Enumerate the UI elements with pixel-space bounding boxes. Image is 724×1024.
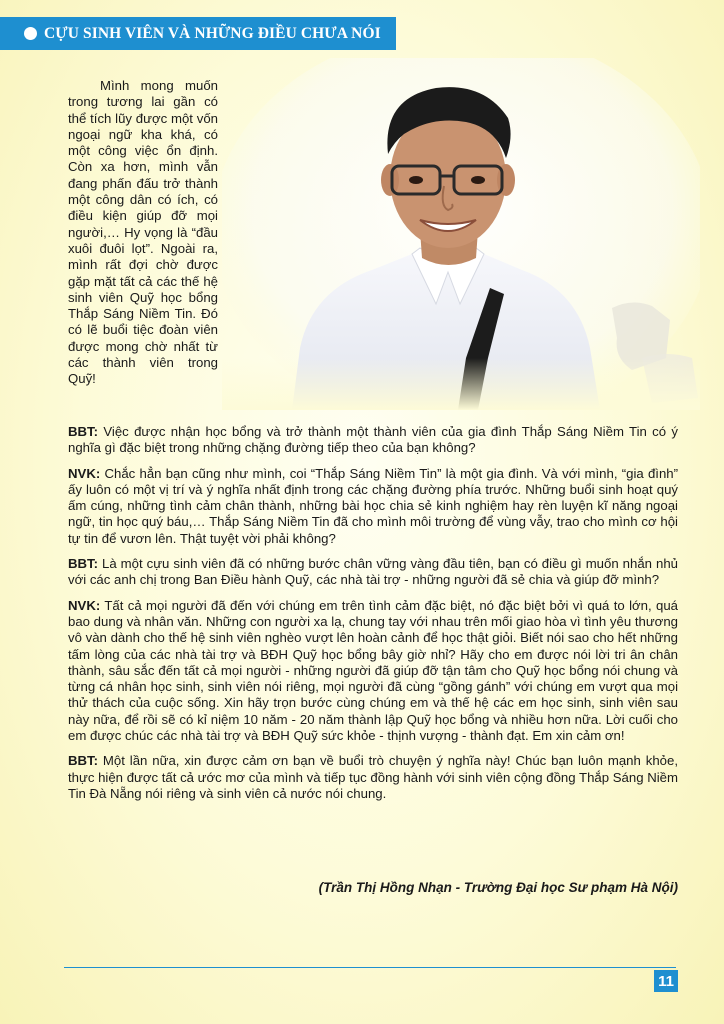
speaker-label: NVK: [68,597,101,613]
portrait-photo [222,58,700,410]
speaker-label: BBT: [68,556,99,572]
paragraph-text: Việc được nhận học bổng và trở thành một thành viên của gia đình Thắp Sáng Niềm Tin có ý nghĩa gì đặc biệt trong những chặng đường tiếp theo của bạn không? [68,424,678,456]
speaker-label: NVK: [68,465,101,481]
intro-paragraph [68,78,218,388]
paragraph-text: Tất cả mọi người đã đến với chúng em trên tình cảm đặc biệt, nó đặc biệt bởi vì quá to lớn, quá bao dung và nhân văn. Những con người xa lạ, chung tay với nhau trên mối giao hòa vì tình yêu thương vô vàn dành cho thế hệ sinh viên nghèo vượt lên hoàn cảnh để học thật giỏi. Biết nói sao cho hết những tấm lòng của các nhà tài trợ và BĐH Quỹ học bổng bây giờ nhỉ? Hãy cho em được nói lời tri ân chân thành, sâu sắc đến tất cả mọi người - những người đã giúp đỡ tận tâm cho Quỹ học bổng nói chung và từng cá nhân học sinh, sinh viên nói riêng, mọi người đã cùng “gồng gánh” với chúng em vượt qua mọi thử thách của cuộc sống. Xin hãy trọn bước cùng chúng em và thế hệ các em học sinh, sinh viên sau này nữa, để rồi sẽ có kỉ niệm 10 năm - 20 năm thành lập Quỹ học bổng và nhiều hơn nữa. Lời cuối cho em được chúc các nhà tài trợ và BĐH Quỹ sức khỏe - thịnh vượng - thành đạt. Em xin cảm ơn! [68,597,678,744]
speaker-label: BBT: [68,424,99,439]
interview-paragraph [68,598,678,745]
intro-text: Mình mong muốn trong tương lai gần có thể tích lũy được một vốn ngoại ngữ kha khá, có một công việc ổn định. Còn xa hơn, mình vẫn đang phấn đấu trở thành một công dân có ích, có điều kiện giúp đỡ mọi người,… Hy vọng là “đầu xuôi đuôi lọt”. Ngoài ra, mình rất đợi chờ được gặp mặt tất cả các thế hệ sinh viên Quỹ học bổng Thắp Sáng Niềm Tin. Đó có lẽ buổi tiệc đoàn viên được mong chờ nhất từ các thành viên trong Quỹ! [68,78,218,387]
section-header [0,17,396,50]
paragraph-text: Một lần nữa, xin được cảm ơn bạn về buổi trò chuyện ý nghĩa này! Chúc bạn luôn mạnh khỏe, thực hiện được tất cả ước mơ của mình và tiếp tục đồng hành với sinh viên cộng đồng Thắp Sáng Niềm Tin Đà Nẵng nói riêng và sinh viên cả nước nói chung. [68,753,678,801]
interview-paragraph [68,466,678,547]
interview-paragraph [68,424,678,457]
paragraph-text: Chắc hẳn bạn cũng như mình, coi “Thắp Sáng Niềm Tin” là một gia đình. Và với mình, “gia đình” ấy luôn có một vị trí và ý nghĩa nhất định trong các chặng đường phía trước. Những buổi sinh hoạt quý ấm cúng, những tình cảm chân thành, những bài học chia sẻ kinh nghiệm hay rèn luyện kĩ năng ngoại ngữ, tin học quý báu,… Thắp Sáng Niềm Tin đã cho mình môi trường để vùng vẫy, trao cho mình cơ hội tự tin để vươn lên. Thật tuyệt vời phải không? [68,465,678,546]
interview-body [68,424,678,811]
paragraph-text: Là một cựu sinh viên đã có những bước chân vững vàng đầu tiên, bạn có điều gì muốn nhắn nhủ với các anh chị trong Ban Điều hành Quỹ, các nhà tài trợ - những người đã sẻ chia và giúp đỡ mình? [68,556,678,588]
author-signature: (Trần Thị Hồng Nhạn - Trường Đại học Sư phạm Hà Nội) [318,880,678,895]
interview-paragraph [68,753,678,802]
speaker-label: BBT: [68,753,99,769]
footer-divider [64,967,676,968]
circle-icon [24,27,37,40]
page-number: 11 [654,970,678,992]
section-title: CỰU SINH VIÊN VÀ NHỮNG ĐIỀU CHƯA NÓI [44,24,381,42]
interview-paragraph [68,556,678,589]
